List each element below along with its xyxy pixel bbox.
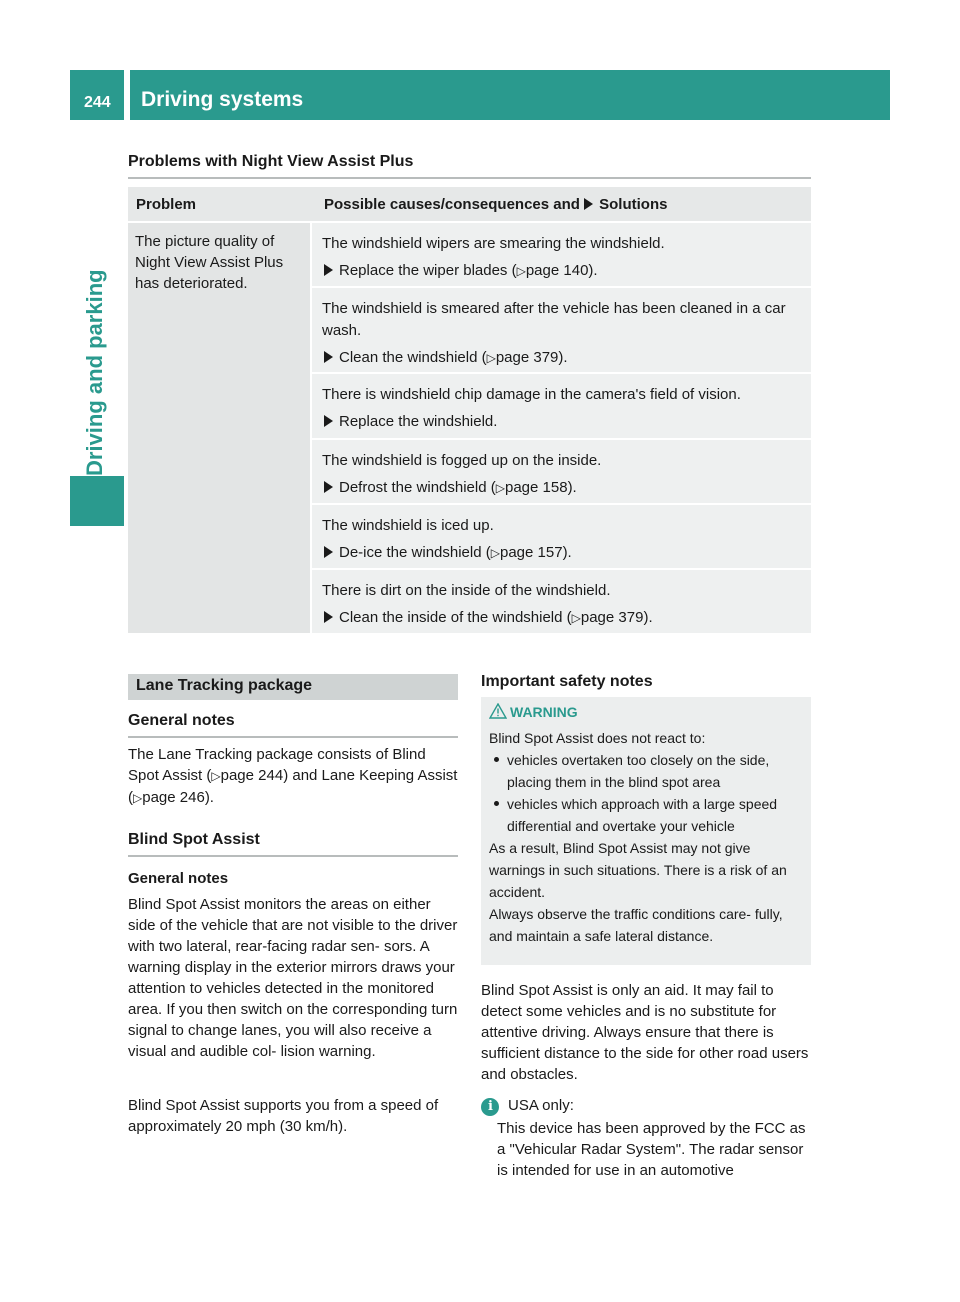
table-row (312, 223, 811, 286)
side-tab-block (70, 476, 124, 526)
column-header-problem: Problem (136, 196, 197, 213)
warning-intro: Blind Spot Assist does not react to: (489, 730, 706, 746)
column-header-solutions-text2: Solutions (599, 196, 668, 213)
cause-text: There is dirt on the inside of the windshield. (322, 582, 611, 599)
info-label: USA only: (508, 1097, 574, 1114)
table-row (312, 374, 811, 438)
solution-end: ). (588, 262, 598, 279)
warning-box (481, 697, 811, 965)
page-ref-icon: ▷ (516, 264, 526, 278)
solution-end: ). (643, 609, 653, 626)
solution-text: Clean the inside of the windshield ( (339, 609, 572, 626)
warning-icon (489, 703, 507, 719)
table-row (312, 505, 811, 568)
page-number: 244 (84, 94, 111, 111)
page-ref-icon: ▷ (133, 791, 143, 805)
section-header-bar (130, 70, 890, 120)
side-tab-label: Driving and parking (82, 269, 107, 476)
table-row (312, 440, 811, 503)
page-link[interactable]: page 246 (142, 789, 205, 806)
problem-text: The picture quality of Night View Assist Plus has deteriorated. (135, 233, 284, 292)
page-link[interactable]: page 157 (499, 544, 563, 561)
lane-tracking-heading-box (128, 674, 458, 700)
page-link[interactable]: page 140 (525, 262, 589, 279)
aid-paragraph: Blind Spot Assist is only an aid. It may fail to detect some vehicles and is no substitute for attentive driving. Always ensure that there is sufficient distance to the side for other road users and obstacles. (481, 982, 809, 1083)
arrow-right-icon (324, 264, 333, 276)
solution-text: Replace the wiper blades ( (339, 262, 517, 279)
arrow-right-icon (584, 198, 593, 210)
bsa-general-notes-heading: General notes (128, 870, 229, 887)
solution-line (324, 608, 811, 628)
solution-line (324, 412, 811, 432)
warning-bullet: vehicles overtaken too closely on the side, placing them in the blind spot area (489, 749, 807, 793)
table-row (312, 570, 811, 633)
cause-text: The windshield is iced up. (322, 517, 494, 534)
solution-text: Clean the windshield ( (339, 349, 487, 366)
solution-text: Replace the windshield. (339, 413, 498, 430)
arrow-right-icon (324, 546, 333, 558)
table-row (312, 288, 811, 372)
intro-text-c: ). (204, 789, 214, 806)
solution-line (324, 478, 811, 498)
section-title: Driving systems (141, 88, 304, 111)
safety-notes-heading: Important safety notes (481, 673, 653, 690)
page-ref-icon: ▷ (486, 351, 496, 365)
page-link[interactable]: page 379 (495, 349, 559, 366)
bsa-speed-paragraph: Blind Spot Assist supports you from a speed of approximately 20 mph (30 km/h). (128, 1097, 439, 1135)
cause-text: There is windshield chip damage in the camera's field of vision. (322, 386, 741, 403)
page-ref-icon: ▷ (571, 611, 581, 625)
solution-text: Defrost the windshield ( (339, 479, 496, 496)
table-header (128, 187, 811, 221)
page-link[interactable]: page 379 (580, 609, 644, 626)
solution-text: De-ice the windshield ( (339, 544, 491, 561)
info-text: This device has been approved by the FCC as a "Vehicular Radar System". The radar sensor is intended for use in an automotive (497, 1120, 806, 1179)
general-notes-heading: General notes (128, 712, 235, 729)
lane-tracking-heading: Lane Tracking package (136, 677, 313, 694)
section-rule (128, 736, 458, 738)
solution-line (324, 261, 811, 281)
arrow-right-icon (324, 351, 333, 363)
page-link[interactable]: page 158 (504, 479, 568, 496)
page-link[interactable]: page 244 (220, 767, 284, 784)
section-rule (128, 855, 458, 857)
solution-line (324, 348, 811, 368)
arrow-right-icon (324, 611, 333, 623)
page-title: Problems with Night View Assist Plus (128, 153, 414, 170)
warning-consequence: As a result, Blind Spot Assist may not give warnings in such situations. There is a risk of an accident. (489, 840, 787, 900)
arrow-right-icon (324, 415, 333, 427)
cause-text: The windshield is smeared after the vehicle has been cleaned in a car wash. (322, 300, 786, 339)
cause-text: The windshield wipers are smearing the windshield. (322, 235, 665, 252)
info-icon: i (481, 1098, 499, 1116)
title-rule (128, 177, 811, 179)
solution-end: ). (562, 544, 572, 561)
page-ref-icon: ▷ (495, 481, 505, 495)
intro-paragraph (128, 744, 460, 809)
warning-title: WARNING (510, 704, 578, 720)
cause-text: The windshield is fogged up on the inside. (322, 452, 602, 469)
intro-text-b: ) and Lane Keeping Assist ( (128, 767, 458, 806)
arrow-right-icon (324, 481, 333, 493)
intro-text-a: The Lane Tracking package consists of Blind Spot Assist ( (128, 746, 426, 784)
page-number-tab (70, 70, 124, 120)
bsa-paragraph: Blind Spot Assist monitors the areas on either side of the vehicle that are not visible to the driver with two lateral, rear-facing radar sen- sors. A warning display in the exterior mirrors draws your attention to vehicles detected in the monitored area. If you then switch on the corresponding turn signal to change lanes, you will also receive a visual and audible col- lision warning. (128, 896, 458, 1060)
blind-spot-heading: Blind Spot Assist (128, 831, 260, 848)
problem-cell (128, 223, 310, 633)
warning-body (489, 727, 807, 947)
column-header-solutions-text: Possible causes/consequences and (324, 196, 580, 213)
solution-line (324, 543, 811, 563)
warning-advice: Always observe the traffic conditions care- fully, and maintain a safe lateral distance. (489, 906, 783, 944)
solution-end: ). (558, 349, 568, 366)
solution-end: ). (567, 479, 577, 496)
page-ref-icon: ▷ (490, 546, 500, 560)
page-ref-icon: ▷ (211, 769, 221, 783)
warning-bullet: vehicles which approach with a large speed differential and overtake your vehicle (489, 793, 807, 837)
column-header-solutions (324, 196, 667, 213)
